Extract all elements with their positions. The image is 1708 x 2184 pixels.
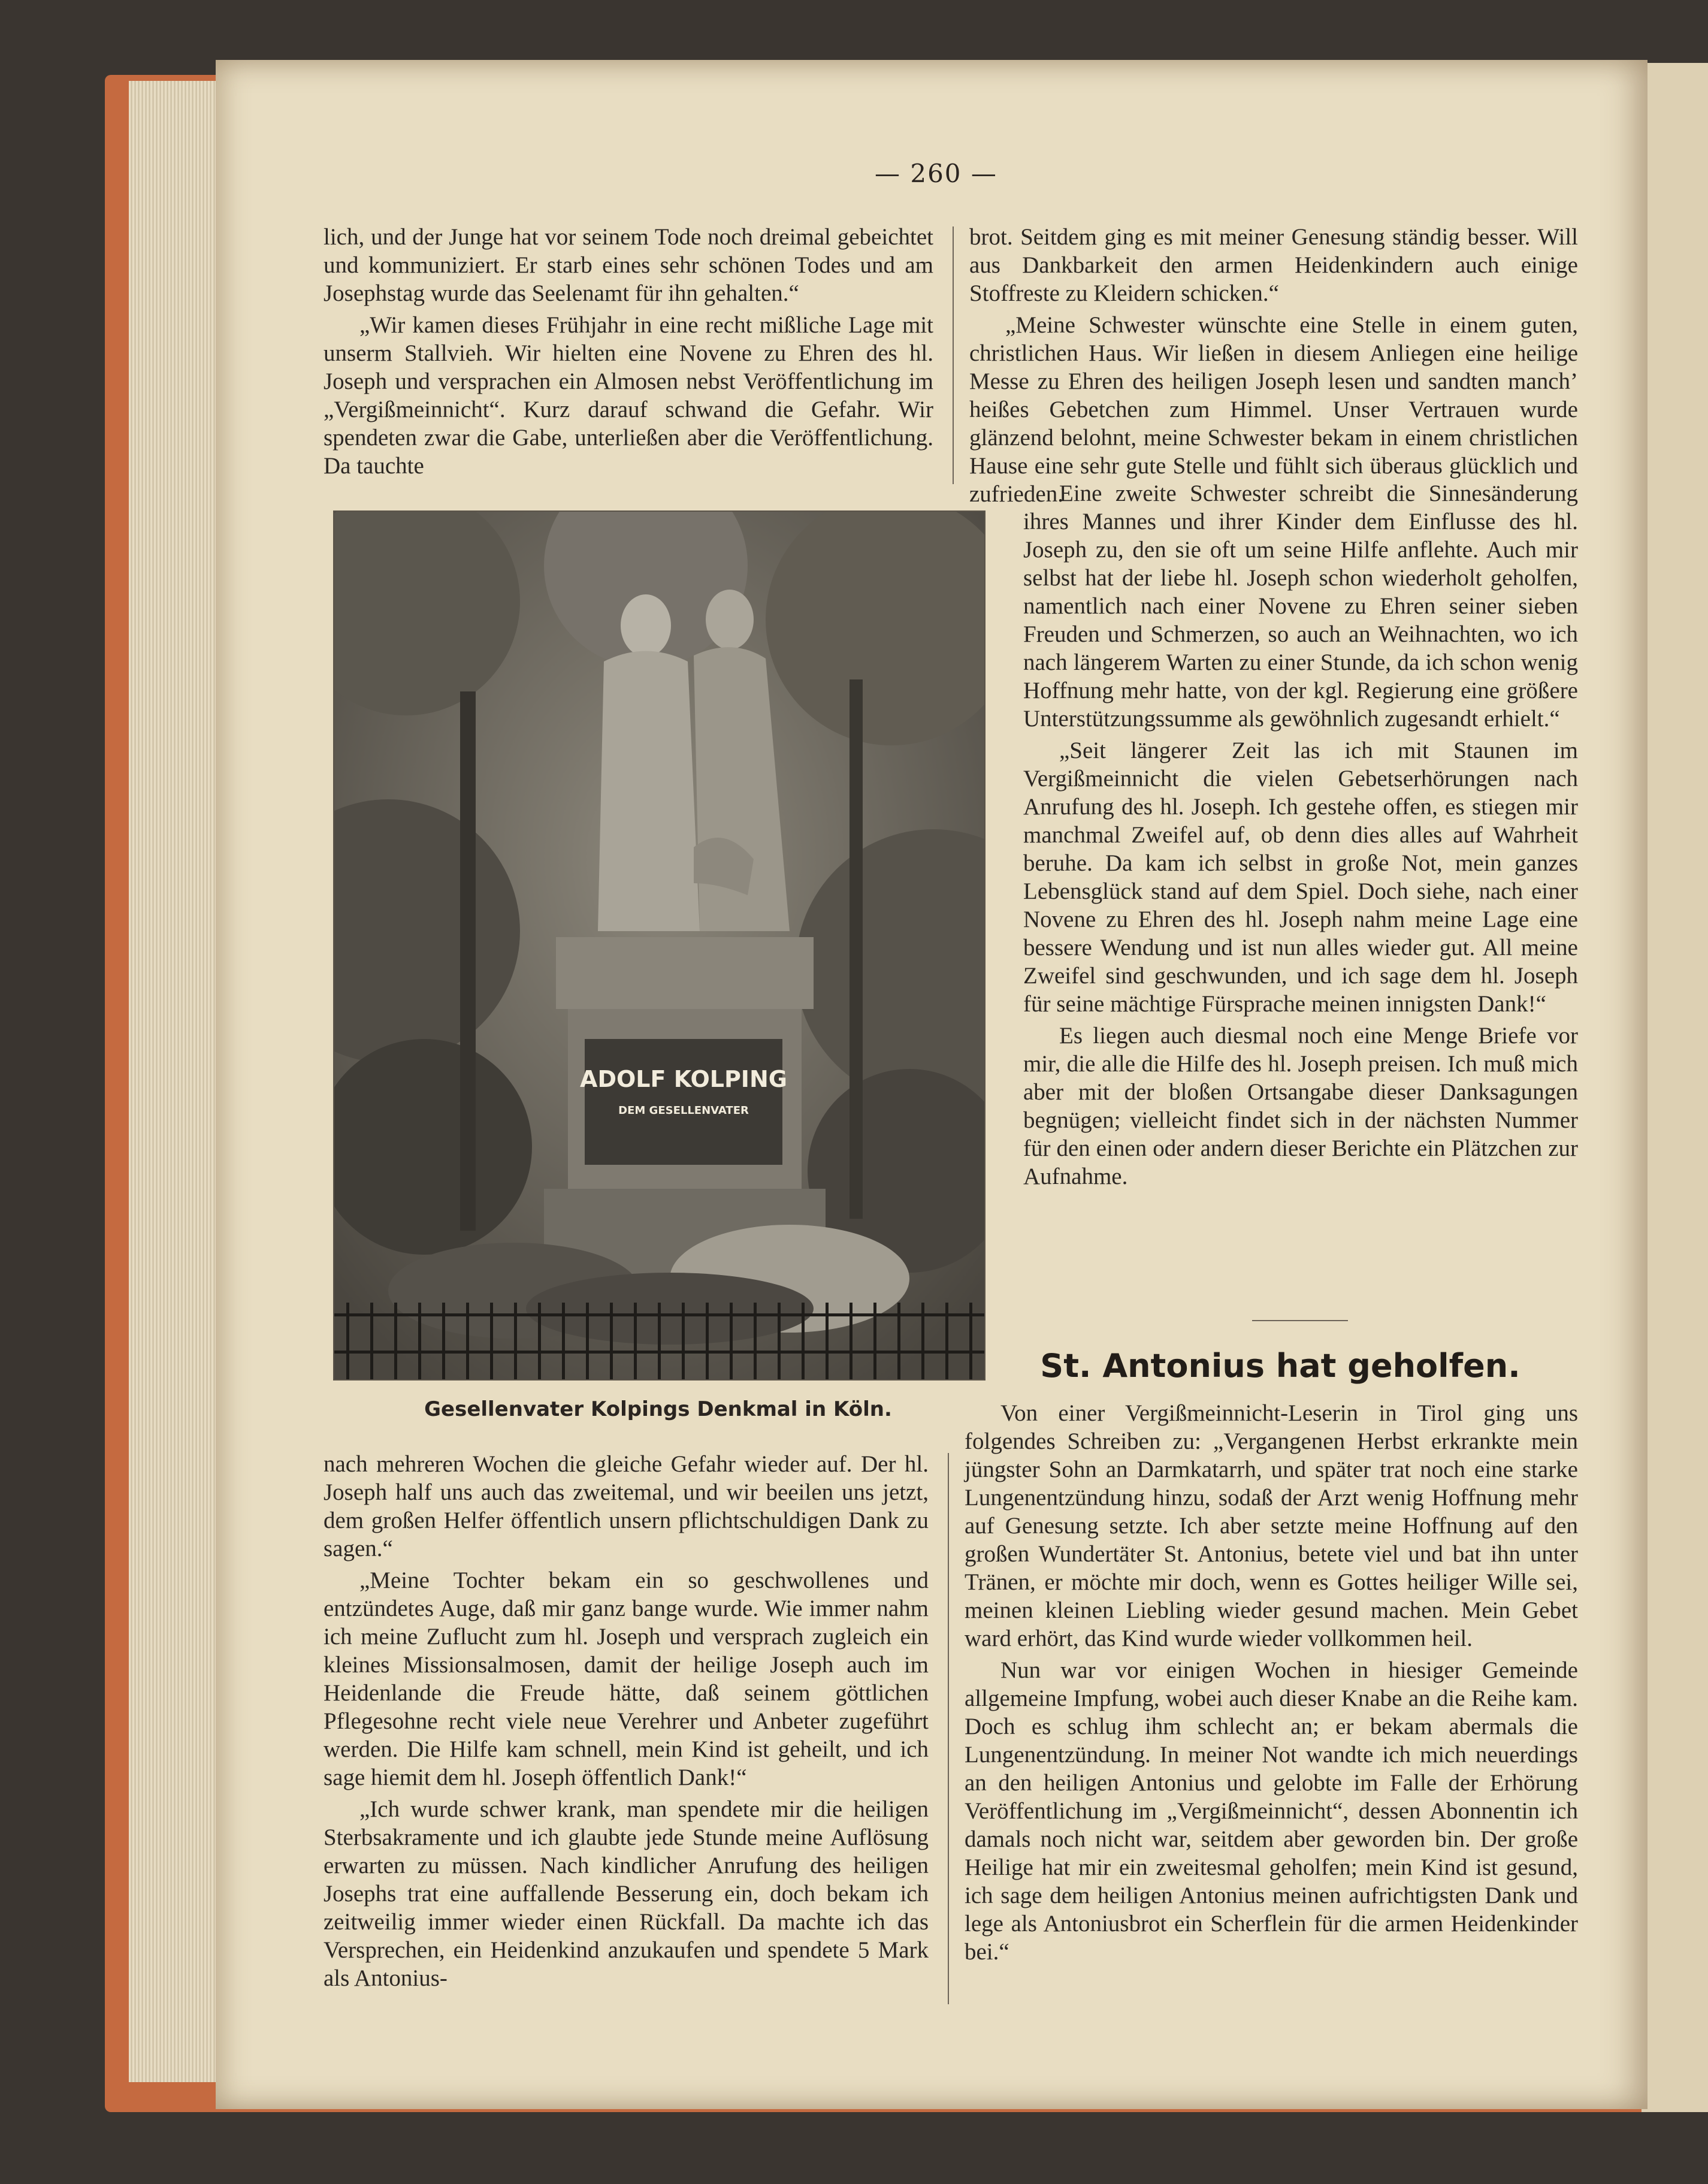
paragraph: brot. Seitdem ging es mit meiner Genesung ständig besser. Will aus Dankbarkeit den armen Heidenkindern auch einige Stoffreste zu Kleidern schicken.“ xyxy=(969,224,1578,306)
section-heading: St. Antonius hat geholfen. xyxy=(1040,1347,1520,1385)
section-separator xyxy=(1252,1320,1348,1321)
column-mid-right xyxy=(1023,479,1578,1312)
kolping-monument-photo xyxy=(333,510,985,1381)
page-edges xyxy=(129,81,225,2082)
figure-caption: Gesellenvater Kolpings Denkmal in Köln. xyxy=(424,1397,892,1421)
paragraph: nach mehreren Wochen die gleiche Gefahr wieder auf. Der hl. Joseph half uns auch das zweitemal, und wir beeilen uns jetzt, dem großen Helfer öffentlich unsern pflichtschuldigen Dank zu sagen.“ xyxy=(324,1451,929,1561)
column-top-left xyxy=(324,223,933,493)
paragraph: „Ich wurde schwer krank, man spendete mir die heiligen Sterbsakramente und ich glaubte jede Stunde meine Auflösung erwarten zu müssen. Nach kindlicher Anrufung des heiligen Josephs trat eine auffallende Besserung ein, doch bekam ich zeitweilig immer wieder einen Rückfall. Da machte ich das Versprechen, ein Heidenkind anzukaufen und spendete 5 Mark als Antonius- xyxy=(324,1796,929,1991)
paragraph: Von einer Vergißmeinnicht-Leserin in Tirol ging uns folgendes Schreiben zu: „Vergangenen Herbst erkrankte mein jüngster Sohn an Darmkatarrh, und später trat noch eine starke Lungenentzündung hinzu, sodaß der Arzt wenig Hoffnung mehr auf Genesung setzte. Ich aber setzte meine Hoffnung auf den großen Wundertäter St. Antonius, betete viel und bat ihn unter Tränen, er möchte mir doch, wenn es Gottes heiliger Wille sei, meinen kleinen Liebling wieder gesund machen. Mein Gebet ward erhört, das Kind wurde wieder vollkommen heil. xyxy=(965,1400,1578,1651)
column-top-right xyxy=(969,223,1578,507)
monument-illustration xyxy=(334,512,984,1379)
plaque-title: ADOLF KOLPING xyxy=(580,1066,787,1092)
column-bottom-left xyxy=(324,1450,929,2013)
page-number: — 260 — xyxy=(875,159,997,188)
paragraph: Nun war vor einigen Wochen in hiesiger Gemeinde allgemeine Impfung, wobei auch dieser Knabe an die Reihe kam. Doch es schlug ihm schlecht an; er bekam abermals die Lungenentzündung. In meiner Not wandte ich mich neuerdings an den heiligen Antonius und gelobte im Falle der Erhörung Veröffentlichung im „Vergißmeinnicht“, dessen Abonnentin ich damals noch nicht war, seitdem aber geworden bin. Der große Heilige hat mir ein zweitesmal geholfen; mein Kind ist gesund, ich sage dem heiligen Antonius meinen aufrichtigsten Dank und lege als Antoniusbrot ein Scherflein für die armen Heidenkinder bei.“ xyxy=(965,1657,1578,1965)
paragraph: lich, und der Junge hat vor seinem Tode noch dreimal gebeichtet und kommuniziert. Er starb eines sehr schönen Todes und am Josephstag wurde das Seelenamt für ihn gehalten.“ xyxy=(324,224,933,306)
column-divider xyxy=(953,226,954,484)
paragraph: „Meine Schwester wünschte eine Stelle in einem guten, christlichen Haus. Wir ließen in diesem Anliegen eine heilige Messe zu Ehren des heiligen Joseph lesen und sandten manch’ heißes Gebetchen zum Himmel. Unser Vertrauen wurde glänzend belohnt, meine Schwester bekam in einem christlichen Hause eine sehr gute Stelle und fühlt sich überaus glücklich und zufrieden. xyxy=(969,312,1578,507)
paragraph: Es liegen auch diesmal noch eine Menge Briefe vor mir, die alle die Hilfe des hl. Joseph preisen. Ich muß mich aber mit der bloßen Ortsangabe dieser Danksagungen begnügen; vielleicht findet sich in der nächsten Nummer für den einen oder andern dieser Berichte ein Plätzchen zur Aufnahme. xyxy=(1023,1023,1578,1189)
facing-page-edge xyxy=(1642,63,1708,2112)
paragraph: „Wir kamen dieses Frühjahr in eine recht mißliche Lage mit unserm Stallvieh. Wir hielten eine Novene zu Ehren des hl. Joseph und versprachen ein Almosen nebst Veröffentlichung im „Vergißmeinnicht“. Kurz darauf schwand die Gefahr. Wir spendeten zwar die Gabe, unterließen aber die Veröffentlichung. Da tauchte xyxy=(324,312,933,479)
column-bottom-right xyxy=(965,1399,1578,2010)
column-divider xyxy=(948,1453,949,2004)
paragraph: Eine zweite Schwester schreibt die Sinnesänderung ihres Mannes und ihrer Kinder dem Einflusse des hl. Joseph zu, den sie oft um seine Hilfe anflehte. Auch mir selbst hat der liebe hl. Joseph schon wiederholt geholfen, namentlich nach einer Novene zu Ehren seiner sieben Freuden und Schmerzen, so auch an Weihnachten, wo ich nach längerem Warten zu einer Stunde, da ich schon wenig Hoffnung mehr hatte, von der kgl. Regierung eine größere Unterstützungssumme als gewöhnlich zugesandt erhielt.“ xyxy=(1023,481,1578,732)
paragraph: „Meine Tochter bekam ein so geschwollenes und entzündetes Auge, daß mir ganz bange wurde. Wie immer nahm ich meine Zuflucht zum hl. Joseph und versprach zugleich ein kleines Missionsalmosen, damit der heilige Joseph auch im Heidenlande die Freude hätte, daß seinem göttlichen Pflegesohne recht viele neue Verehrer und Anbeter zugeführt werden. Die Hilfe kam schnell, mein Kind ist geheilt, und ich sage hiemit dem hl. Joseph öffentlich Dank!“ xyxy=(324,1567,929,1790)
paragraph: „Seit längerer Zeit las ich mit Staunen im Vergißmeinnicht die vielen Gebetserhörungen nach Anrufung des hl. Joseph. Ich gestehe offen, es stiegen mir manchmal Zweifel auf, ob denn dies alles auf Wahrheit beruhe. Da kam ich selbst in große Not, mein ganzes Lebensglück stand auf dem Spiel. Doch siehe, nach einer Novene zu Ehren des hl. Joseph nahm meine Lage eine bessere Wendung und ist nun alles wieder gut. All meine Zweifel sind geschwunden, und ich sage dem hl. Joseph für seine mächtige Fürsprache meinen innigsten Dank!“ xyxy=(1023,738,1578,1017)
plaque-subtitle: DEM GESELLENVATER xyxy=(618,1104,749,1117)
